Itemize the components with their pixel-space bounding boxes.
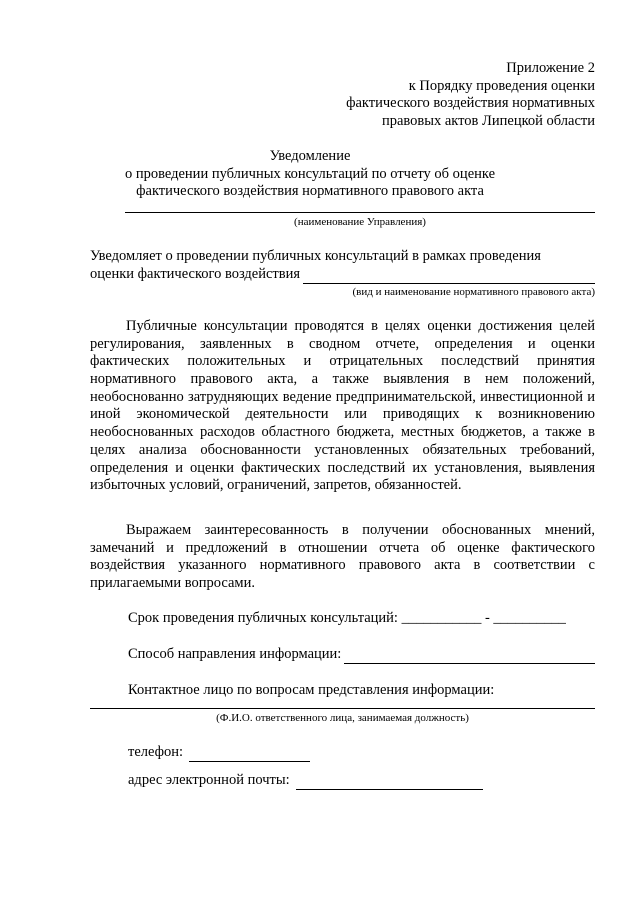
phone-label: телефон: (128, 744, 184, 760)
title-line: фактического воздействия нормативного правового акта (136, 183, 484, 200)
act-caption: (вид и наименование нормативного правового акта) (352, 286, 595, 298)
email-field-row (128, 772, 483, 790)
annex-line: Приложение 2 (506, 60, 595, 76)
email-label: адрес электронной почты: (128, 772, 290, 788)
annex-block (235, 60, 595, 131)
contact-caption: (Ф.И.О. ответственного лица, занимаемая должность) (216, 712, 469, 724)
email-input-line[interactable] (296, 775, 483, 790)
method-field-row (128, 646, 595, 664)
management-caption: (наименование Управления) (294, 216, 426, 228)
annex-line: к Порядку проведения оценки (408, 77, 595, 94)
phone-field-row (128, 744, 310, 762)
term-field[interactable]: Срок проведения публичных консультаций: ___________ - __________ (128, 610, 566, 626)
management-name-line[interactable] (125, 212, 595, 213)
phone-input-line[interactable] (189, 747, 310, 762)
act-name-field[interactable] (303, 269, 595, 284)
notify-line2-text: оценки фактического воздействия (90, 266, 301, 282)
contact-input-line[interactable] (90, 708, 595, 709)
notice-title (95, 148, 525, 201)
paragraph-interest: Выражаем заинтересованность в получении обоснованных мнений, замечаний и предложений в отношении отчета об оценке фактического воздействия указанного нормативного правового акта в соответствии с прилагаемыми вопросами. (90, 522, 595, 592)
contact-label: Контактное лицо по вопросам представления информации: (128, 682, 495, 698)
annex-line: фактического воздействия нормативных (346, 95, 595, 112)
notify-line1: Уведомляет о проведении публичных консультаций в рамках проведения (90, 248, 541, 264)
title-line: о проведении публичных консультаций по отчету об оценке (124, 165, 496, 182)
notify-line2 (90, 266, 595, 284)
method-label: Способ направления информации: (128, 646, 342, 662)
annex-line: правовых актов Липецкой области (381, 113, 595, 130)
method-input-line[interactable] (344, 649, 595, 664)
paragraph-purpose: Публичные консультации проводятся в целях оценки достижения целей регулирования, заявленных в сводном отчете, определения и оценки фактических положительных и отрицательных последствий принятия нормативного правового акта, а также выявления в нем положений, необоснованно затрудняющих ведение предпринимательской, инвестиционной и иной экономической деятельности или приводящих к возникновению необоснованных расходов областного бюджета, местных бюджетов, а также в целях анализа обоснованности установленных обязательных требований, определения и оценки фактических последствий их установления, выявления избыточных условий, ограничений, запретов, обязанностей. (90, 318, 595, 494)
title-line: Уведомление (269, 148, 351, 164)
